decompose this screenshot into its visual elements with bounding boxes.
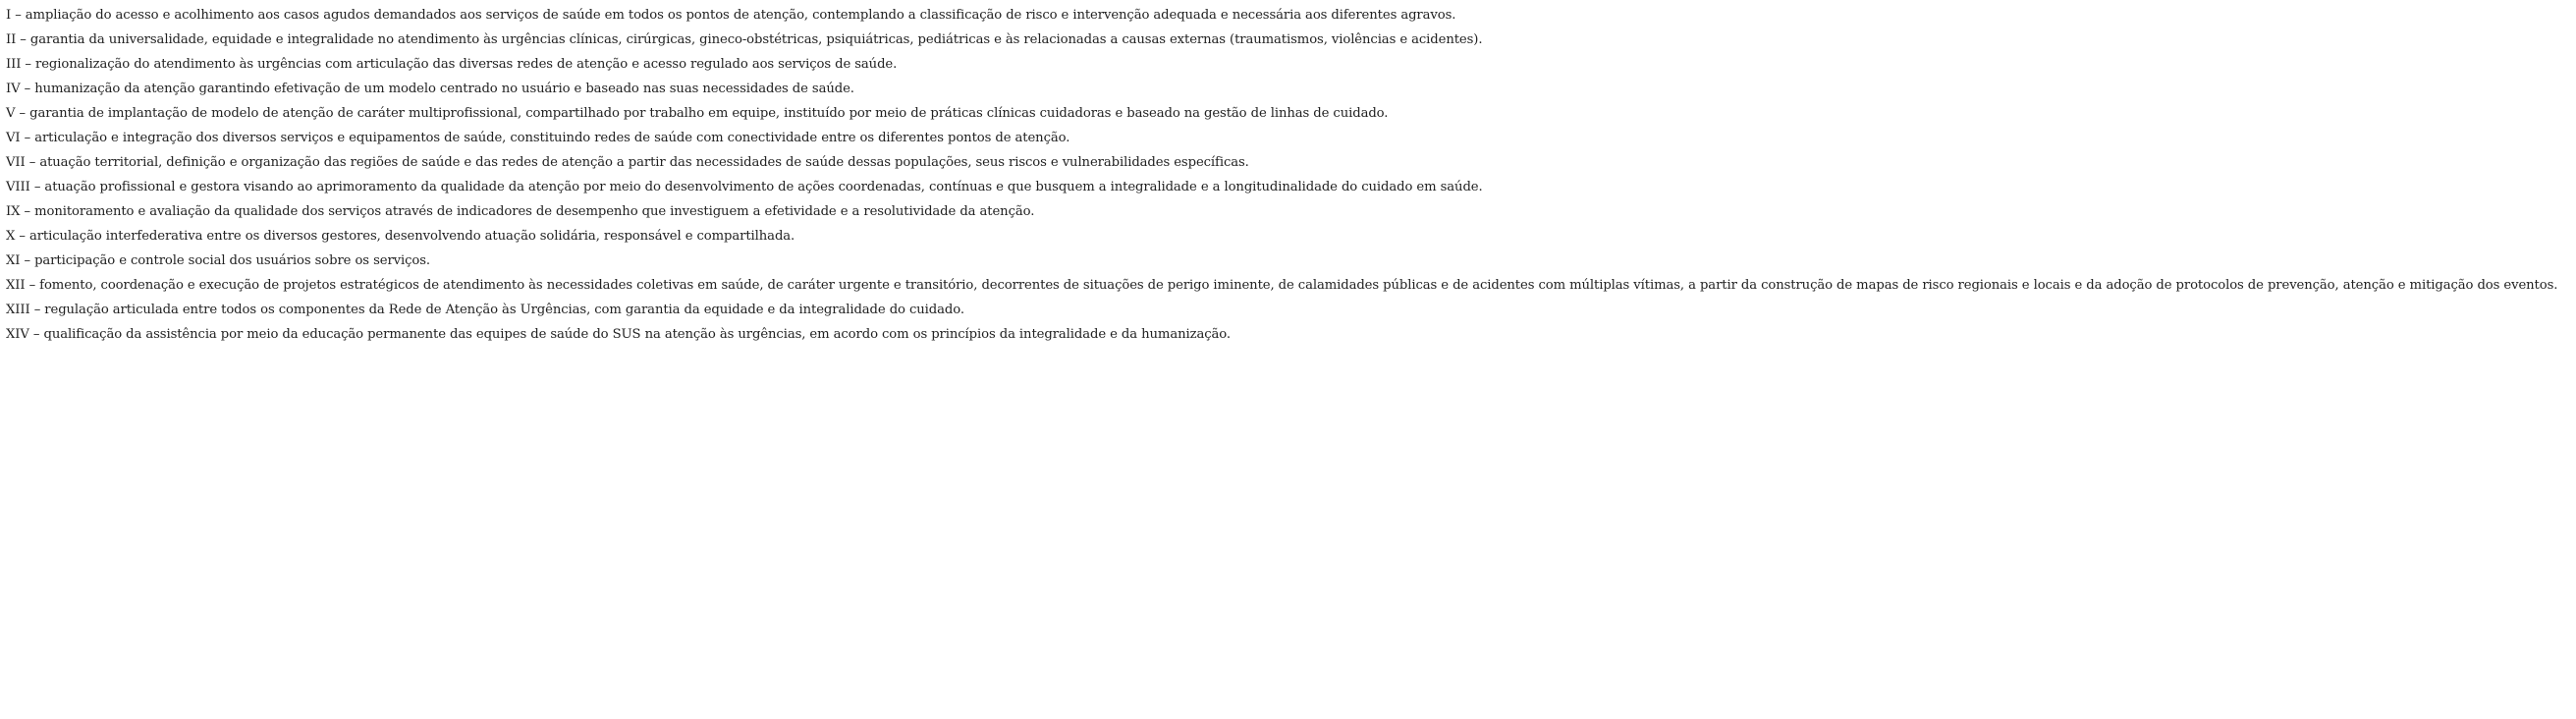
list-item: VI – articulação e integração dos diversos serviços e equipamentos de saúde, constituindo redes de saúde com conectividade entre os diferentes pontos de atenção. <box>6 131 1070 145</box>
list-item: XI – participação e controle social dos usuários sobre os serviços. <box>6 253 430 268</box>
list-item: IX – monitoramento e avaliação da qualidade dos serviços através de indicadores de desempenho que investiguem a efetividade e a resolutividade da atenção. <box>6 204 1035 219</box>
list-item: V – garantia de implantação de modelo de atenção de caráter multiprofissional, compartilhado por trabalho em equipe, instituído por meio de práticas clínicas cuidadoras e baseado na gestão de linhas de cuidado. <box>6 106 1389 121</box>
list-item: II – garantia da universalidade, equidade e integralidade no atendimento às urgências clínicas, cirúrgicas, gineco-obstétricas, psiquiátricas, pediátricas e às relacionadas a causas externas (traumatismos, violências e acidentes). <box>6 32 1483 47</box>
list-item: XIV – qualificação da assistência por meio da educação permanente das equipes de saúde do SUS na atenção às urgências, em acordo com os princípios da integralidade e da humanização. <box>6 327 1231 342</box>
list-item: VIII – atuação profissional e gestora visando ao aprimoramento da qualidade da atenção por meio do desenvolvimento de ações coordenadas, contínuas e que busquem a integralidade e a longitudinalidade do cuidado em saúde. <box>6 180 1483 194</box>
list-item: XIII – regulação articulada entre todos os componentes da Rede de Atenção às Urgências, com garantia da equidade e da integralidade do cuidado. <box>6 303 964 317</box>
list-item: VII – atuação territorial, definição e organização das regiões de saúde e das redes de atenção a partir das necessidades de saúde dessas populações, seus riscos e vulnerabilidades específicas. <box>6 155 1249 170</box>
list-item: IV – humanização da atenção garantindo efetivação de um modelo centrado no usuário e baseado nas suas necessidades de saúde. <box>6 82 854 96</box>
list-item: X – articulação interfederativa entre os diversos gestores, desenvolvendo atuação solidária, responsável e compartilhada. <box>6 229 795 244</box>
document-body <box>6 7 2576 351</box>
list-item: I – ampliação do acesso e acolhimento aos casos agudos demandados aos serviços de saúde em todos os pontos de atenção, contemplando a classificação de risco e intervenção adequada e necessária aos diferentes agravos. <box>6 8 1456 23</box>
directives-list <box>6 7 2576 351</box>
list-item: XII – fomento, coordenação e execução de projetos estratégicos de atendimento às necessidades coletivas em saúde, de caráter urgente e transitório, decorrentes de situações de perigo iminente, de calamidades públicas e de acidentes com múltiplas vítimas, a partir da construção de mapas de risco regionais e locais e da adoção de protocolos de prevenção, atenção e mitigação dos eventos. <box>6 278 2558 293</box>
list-item: III – regionalização do atendimento às urgências com articulação das diversas redes de atenção e acesso regulado aos serviços de saúde. <box>6 57 898 72</box>
